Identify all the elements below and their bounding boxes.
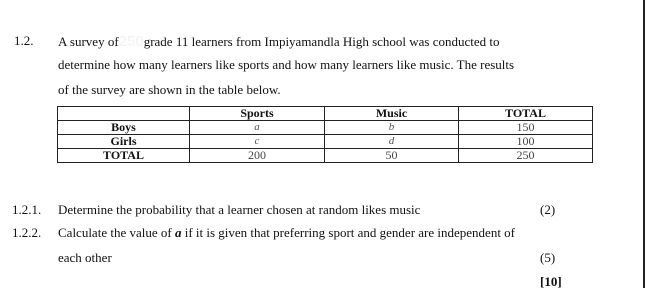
header-music: Music <box>325 107 459 121</box>
cell-boys-total: 150 <box>459 121 593 135</box>
subquestion-2-text-pre: Calculate the value of <box>58 225 172 240</box>
survey-table <box>57 106 593 163</box>
row-label-boys: Boys <box>58 121 190 135</box>
question-intro-line-2: determine how many learners like sports and how many learners like music. The results <box>58 57 515 72</box>
subquestion-2-marks: (5) <box>540 250 556 265</box>
table-header-row <box>58 107 593 121</box>
table-row <box>58 135 593 149</box>
subquestion-1-number: 1.2.1. <box>12 202 42 217</box>
cell-girls-sports: c <box>190 135 325 149</box>
subquestion-2-text-post: if it is given that preferring sport and gender are independent of <box>184 225 516 240</box>
variable-a: a <box>174 225 182 240</box>
total-marks: [10] <box>540 274 562 289</box>
intro-text-pre: A survey of <box>58 34 119 49</box>
cell-boys-sports: a <box>190 121 325 135</box>
question-intro-line-1 <box>58 33 500 50</box>
subquestion-1 <box>12 202 420 218</box>
subquestion-1-marks: (2) <box>540 202 556 217</box>
table-row <box>58 121 593 135</box>
cell-total-music: 50 <box>325 149 459 163</box>
row-label-girls: Girls <box>58 135 190 149</box>
cell-girls-total: 100 <box>459 135 593 149</box>
header-sports: Sports <box>190 107 325 121</box>
intro-text-post: grade 11 learners from Impiyamandla High school was conducted to <box>143 34 500 49</box>
table-row <box>58 149 593 163</box>
cell-total-sports: 200 <box>190 149 325 163</box>
cell-boys-music: b <box>325 121 459 135</box>
page-edge-border <box>643 0 648 288</box>
highlighted-number: 250 <box>118 33 144 50</box>
question-number: 1.2. <box>14 33 34 48</box>
header-blank <box>58 107 190 121</box>
question-intro-line-3: of the survey are shown in the table below. <box>58 82 281 97</box>
subquestion-2-number: 1.2.2. <box>12 225 42 240</box>
cell-girls-music: d <box>325 135 459 149</box>
subquestion-2 <box>12 225 515 241</box>
header-total: TOTAL <box>459 107 593 121</box>
subquestion-2-line-2: each other <box>58 250 112 265</box>
subquestion-1-text: Determine the probability that a learner chosen at random likes music <box>58 202 421 217</box>
row-label-total: TOTAL <box>58 149 190 163</box>
cell-total-total: 250 <box>459 149 593 163</box>
